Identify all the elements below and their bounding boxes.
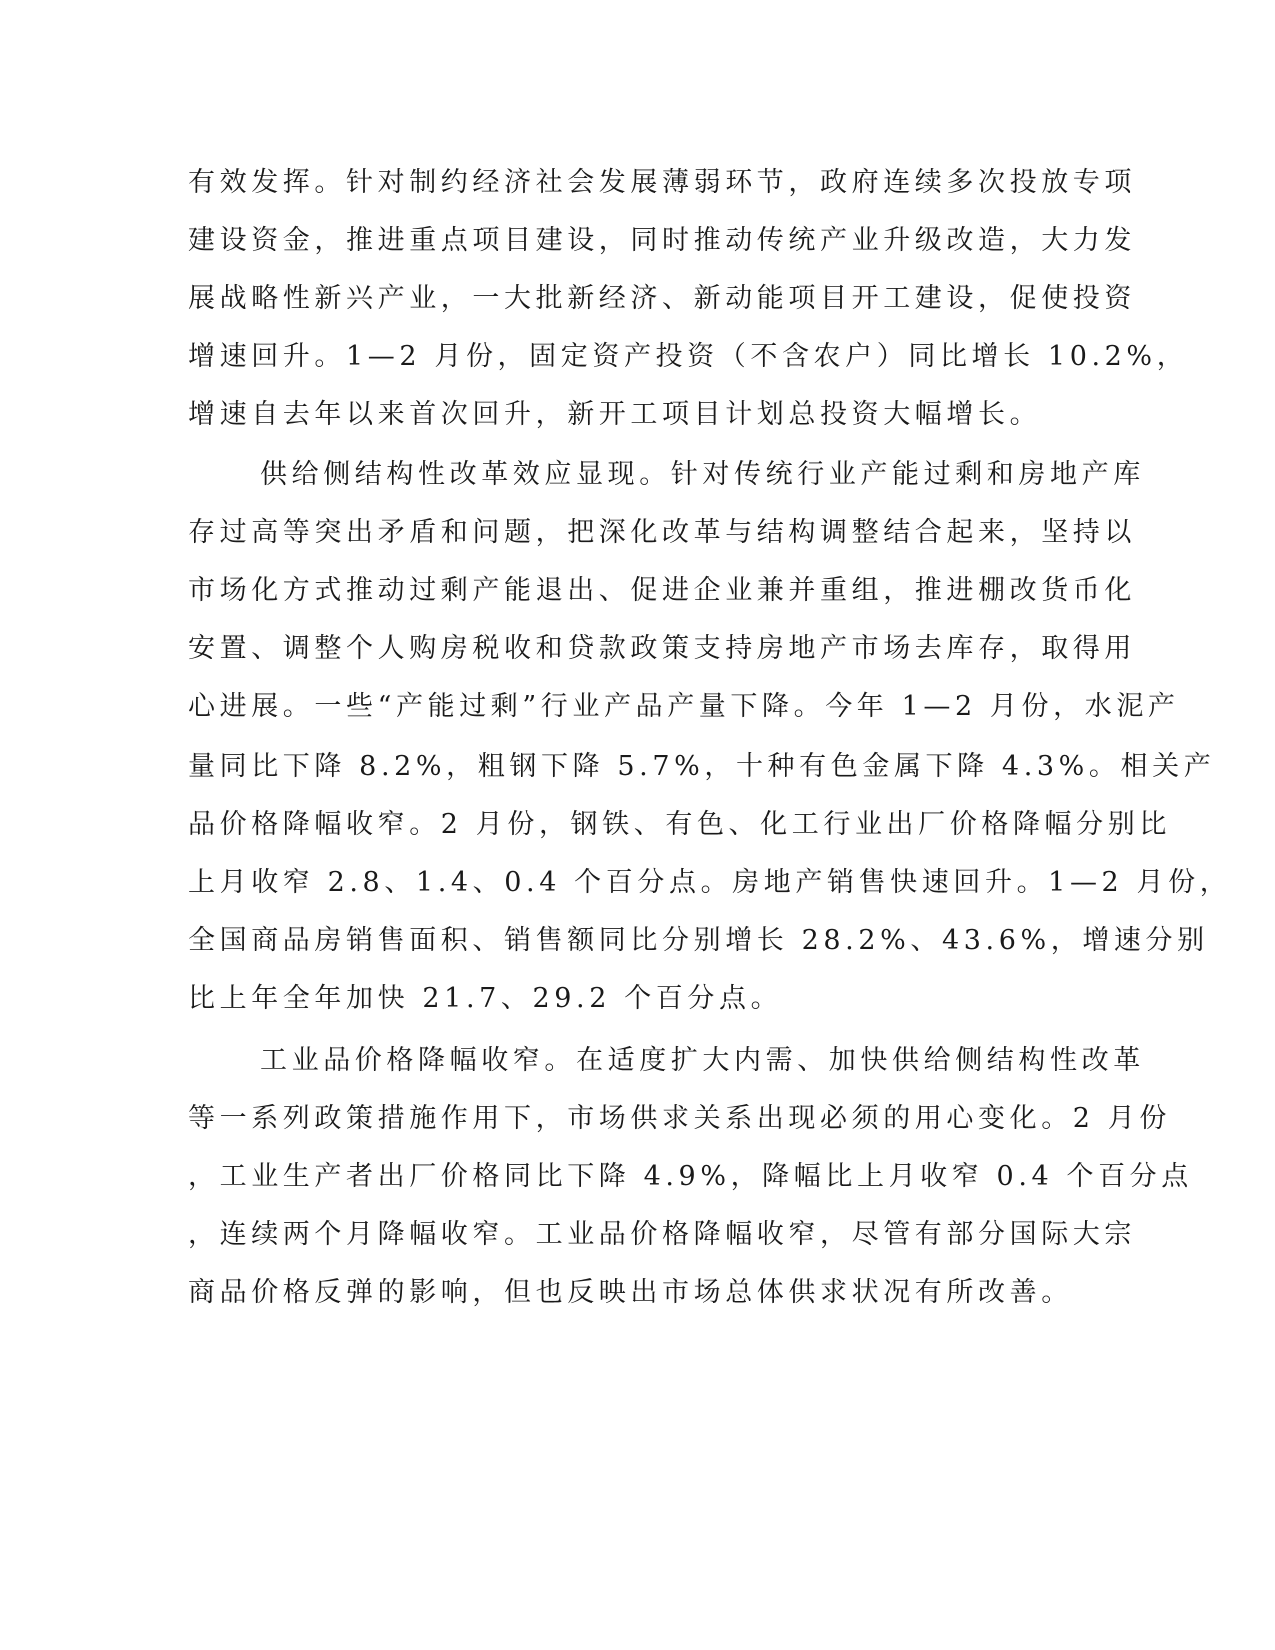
- paragraph-2-line-2: 存过高等突出矛盾和问题，把深化改革与结构调整结合起来，坚持以: [188, 517, 1136, 548]
- paragraph-3-line-1: 工业品价格降幅收窄。在适度扩大内需、加快供给侧结构性改革: [260, 1045, 1145, 1076]
- paragraph-2-line-4: 安置、调整个人购房税收和贷款政策支持房地产市场去库存，取得用: [188, 633, 1136, 664]
- paragraph-2-line-7: 品价格降幅收窄。2 月份，钢铁、有色、化工行业出厂价格降幅分别比: [188, 809, 1171, 840]
- paragraph-2-line-6: 量同比下降 8.2%，粗钢下降 5.7%，十种有色金属下降 4.3%。相关产: [188, 751, 1216, 782]
- paragraph-1-line-5: 增速自去年以来首次回升，新开工项目计划总投资大幅增长。: [188, 399, 1042, 430]
- paragraph-2-line-9: 全国商品房销售面积、销售额同比分别增长 28.2%、43.6%，增速分别: [188, 925, 1209, 956]
- paragraph-2-line-10: 比上年全年加快 21.7、29.2 个百分点。: [188, 983, 783, 1014]
- paragraph-3-line-2: 等一系列政策措施作用下，市场供求关系出现必须的用心变化。2 月份: [188, 1103, 1171, 1134]
- paragraph-2-line-5: 心进展。一些“产能过剩”行业产品产量下降。今年 1—2 月份，水泥产: [188, 691, 1180, 722]
- paragraph-3-line-3: ，工业生产者出厂价格同比下降 4.9%，降幅比上月收窄 0.4 个百分点: [188, 1161, 1193, 1192]
- paragraph-3-line-5: 商品价格反弹的影响，但也反映出市场总体供求状况有所改善。: [188, 1277, 1073, 1308]
- paragraph-2-line-3: 市场化方式推动过剩产能退出、促进企业兼并重组，推进棚改货币化: [188, 575, 1136, 606]
- paragraph-2-line-1: 供给侧结构性改革效应显现。针对传统行业产能过剩和房地产库: [260, 459, 1145, 490]
- paragraph-1-line-3: 展战略性新兴产业，一大批新经济、新动能项目开工建设，促使投资: [188, 283, 1136, 314]
- paragraph-1-line-1: 有效发挥。针对制约经济社会发展薄弱环节，政府连续多次投放专项: [188, 167, 1136, 198]
- paragraph-1-line-4: 增速回升。1—2 月份，固定资产投资（不含农户）同比增长 10.2%，: [188, 341, 1189, 372]
- paragraph-3-line-4: ，连续两个月降幅收窄。工业品价格降幅收窄，尽管有部分国际大宗: [188, 1219, 1136, 1250]
- paragraph-1-line-2: 建设资金，推进重点项目建设，同时推动传统产业升级改造，大力发: [188, 225, 1136, 256]
- paragraph-2-line-8: 上月收窄 2.8、1.4、0.4 个百分点。房地产销售快速回升。1—2 月份，: [188, 867, 1232, 898]
